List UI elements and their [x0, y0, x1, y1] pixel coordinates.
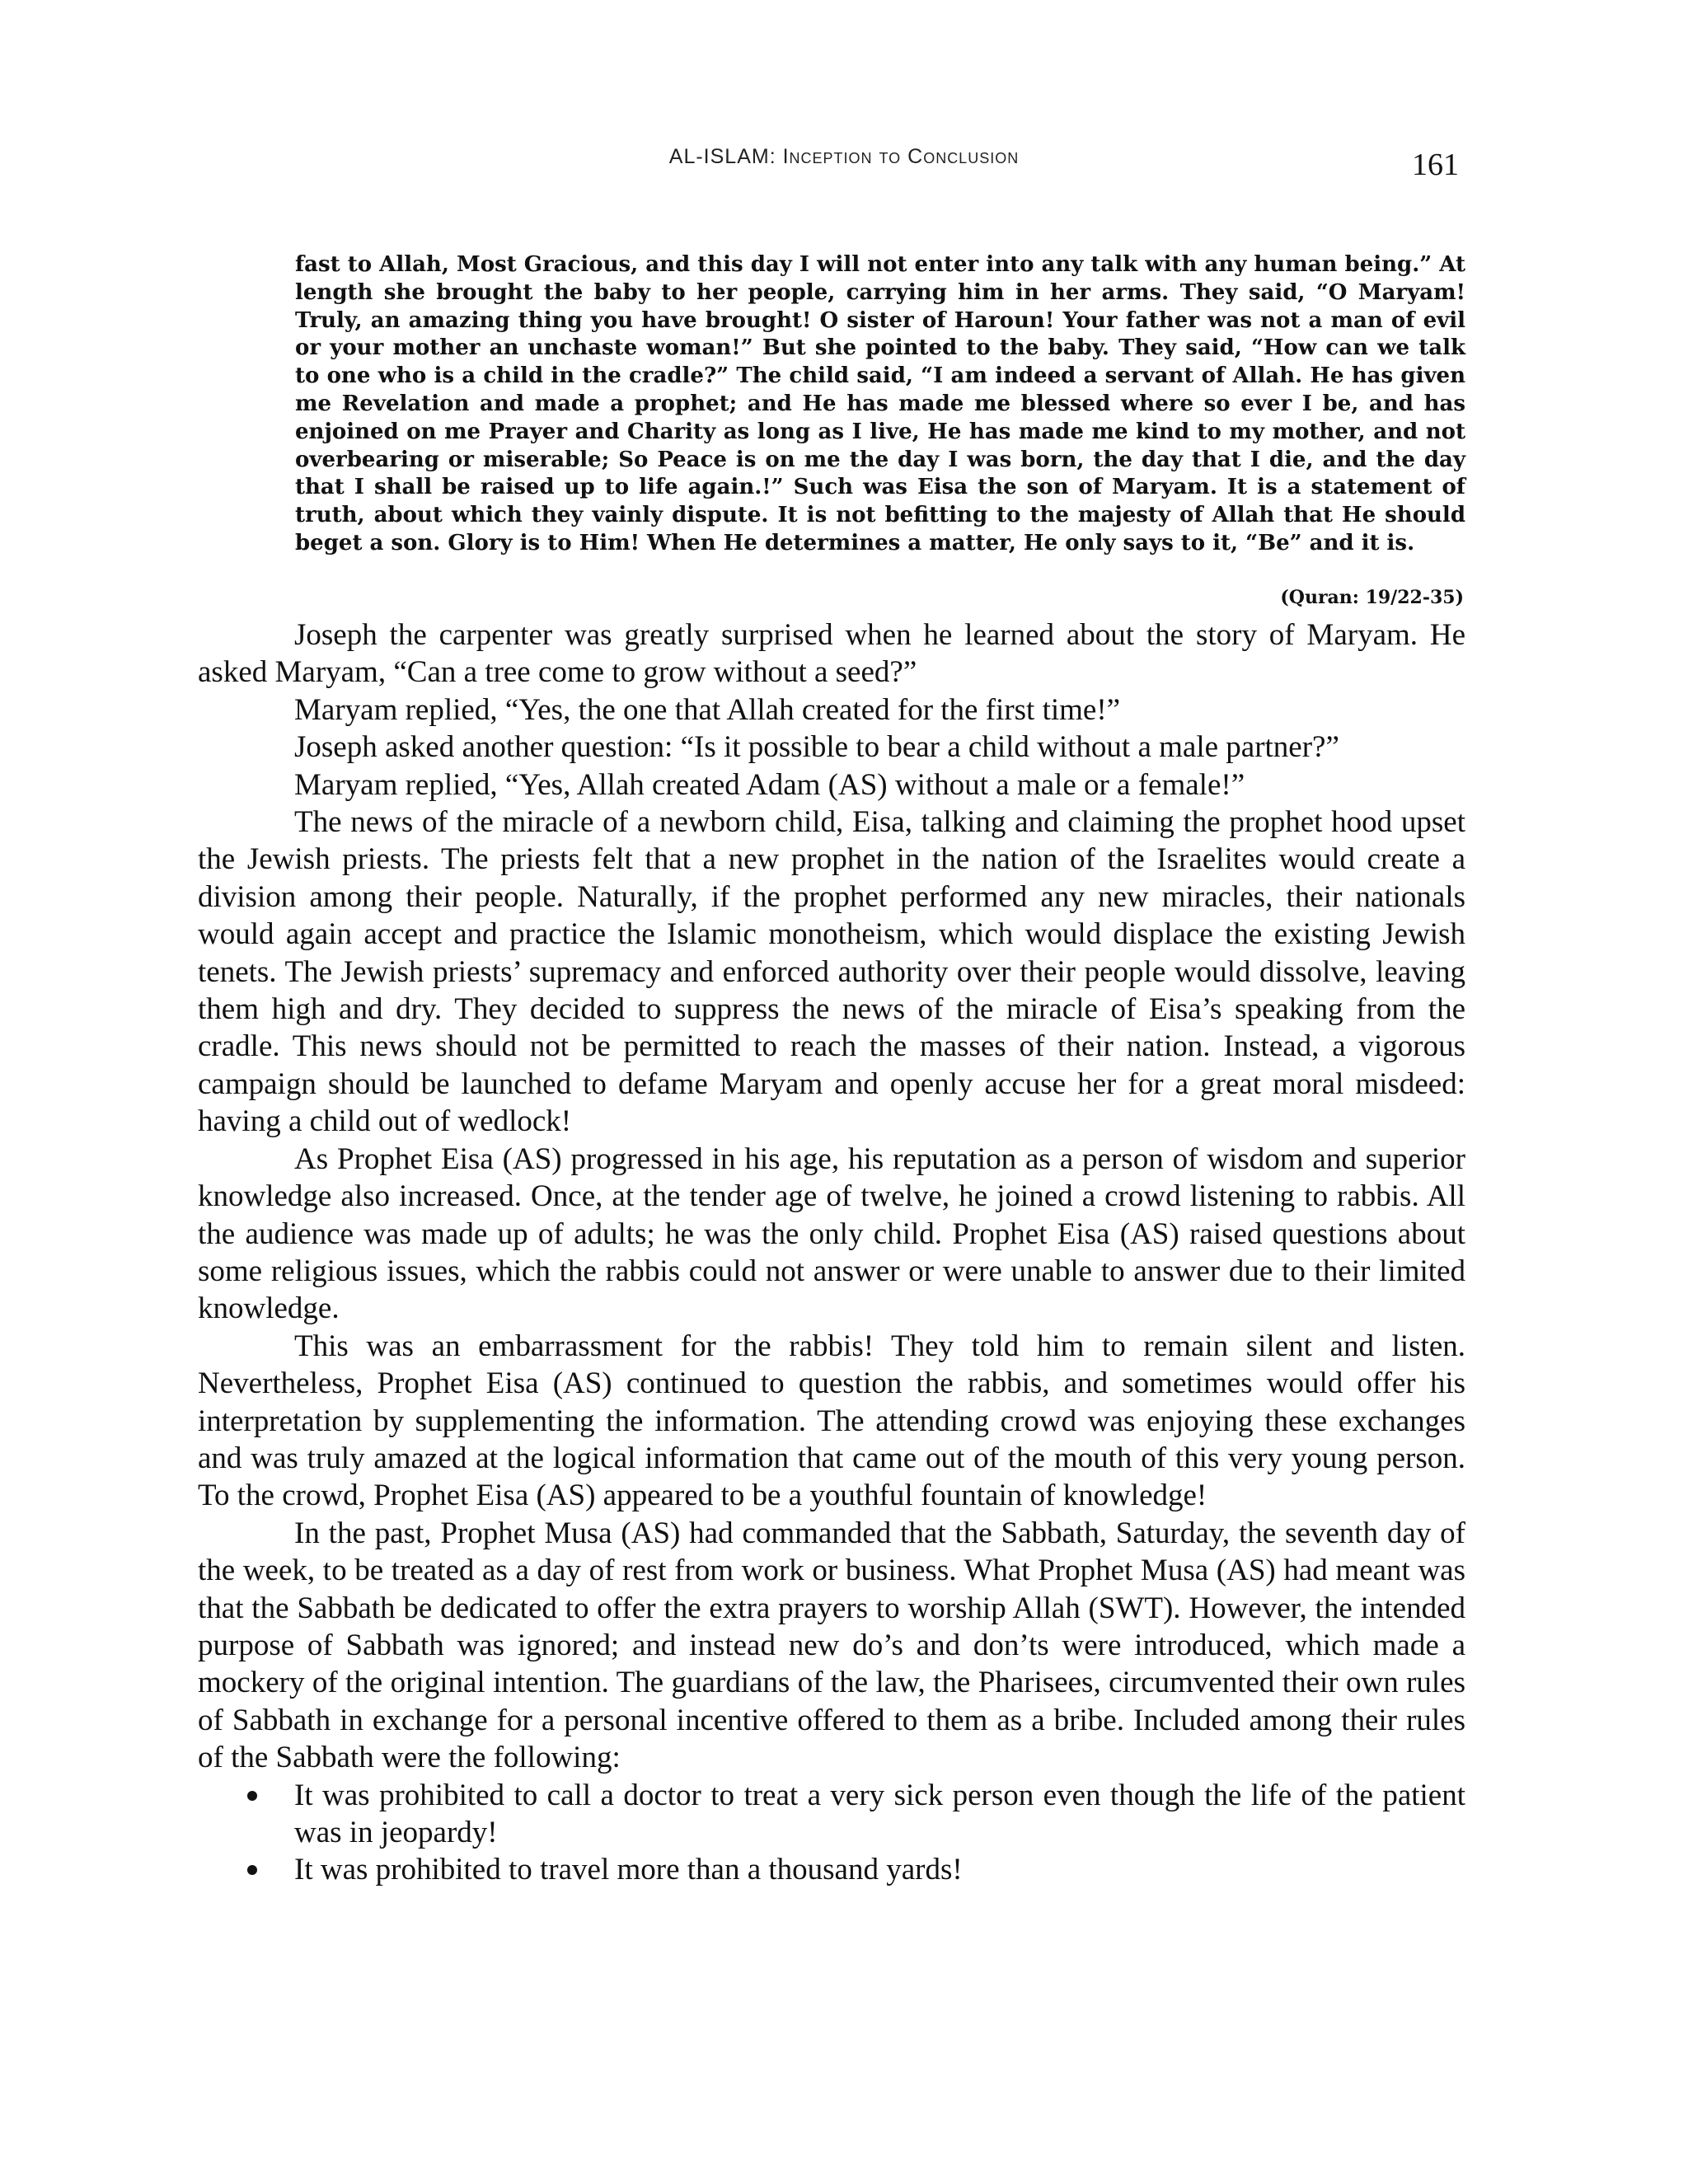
body-paragraph: Maryam replied, “Yes, the one that Allah created for the first time!” — [294, 692, 1121, 727]
body-paragraph: As Prophet Eisa (AS) progressed in his age, his reputation as a person of wisdom and superior knowledge also increased. Once, at the tender age of twelve, he joined a crowd listening to rabbis. All the audience was made up of adults; he was the only child. Prophet Eisa (AS) raised questions about some religious issues, which the rabbis could not answer or were unable to answer due to their limited knowledge. — [198, 1141, 1465, 1326]
header-title-c: C — [907, 145, 924, 168]
header-title-end: onclusion — [923, 145, 1020, 168]
body-paragraph: The news of the miracle of a newborn child, Eisa, talking and claiming the prophet hood upset the Jewish priests. The priests felt that a new prophet in the nation of the Israelites would create a division among their people. Naturally, if the prophet performed any new miracles, their nationals would again accept and practice the Islamic monotheism, which would displace the existing Jewish tenets. The Jewish priests’ supremacy and enforced authority over their people would dissolve, leaving them high and dry. They decided to suppress the news of the miracle of Eisa’s speaking from the cradle. This news should not be permitted to reach the masses of their nation. Instead, a vigorous campaign should be launched to defame Maryam and openly accuse her for a great moral misdeed: having a child out of wedlock! — [198, 805, 1465, 1139]
body-text — [198, 616, 1465, 1889]
quote-text: fast to Allah, Most Gracious, and this day I will not enter into any talk with any human being.” At length she brought the baby to her people, carrying him in her arms. They said, “O Maryam! Truly, an amazing thing you have brought! O sister of Haroun! Your father was not a man of evil or your mother an unchaste woman!” But she pointed to the baby. They said, “How can we talk to one who is a child in the cradle?” The child said, “I am indeed a servant of Allah. He has given me Revelation and made a prophet; and He has made me blessed where so ever I be, and has enjoined on me Prayer and Charity as long as I live, He has made me kind to my mother, and not overbearing or miserable; So Peace is on me the day I was born, the day that I die, and the day that I shall be raised up to life again.!” Such was Eisa the son of Maryam. It is a statement of truth, about which they vainly dispute. It is not befitting to the majesty of Allah that He should beget a son. Glory is to Him! When He determines a matter, He only says to it, “Be” and it is. — [295, 252, 1465, 555]
quote-citation: (Quran: 19/22-35) — [1280, 587, 1464, 608]
body-paragraph: This was an embarrassment for the rabbis! They told him to remain silent and listen. Nevertheless, Prophet Eisa (AS) continued to question the rabbis, and sometimes would offer his interpretation by supplementing the information. The attending crowd was enjoying these exchanges and was truly amazed at the logical information that came out of the mouth of this very young person. To the crowd, Prophet Eisa (AS) appeared to be a youthful fountain of knowledge! — [198, 1329, 1465, 1513]
body-paragraph: Maryam replied, “Yes, Allah created Adam (AS) without a male or a female!” — [294, 767, 1245, 802]
list-item-text: It was prohibited to call a doctor to treat a very sick person even though the life of the patient was in jeopardy! — [294, 1778, 1465, 1849]
body-paragraph: Joseph asked another question: “Is it possible to bear a child without a male partner?” — [294, 730, 1339, 765]
quran-quote-block — [295, 251, 1465, 558]
bullet-icon — [247, 1865, 257, 1875]
bullet-icon — [247, 1791, 257, 1801]
list-item — [198, 1851, 1465, 1888]
list-item-text: It was prohibited to travel more than a thousand yards! — [294, 1853, 963, 1887]
body-paragraph: Joseph the carpenter was greatly surprised when he learned about the story of Maryam. He asked Maryam, “Can a tree come to grow without a seed?” — [198, 618, 1465, 690]
body-paragraph: In the past, Prophet Musa (AS) had commanded that the Sabbath, Saturday, the seventh day of the week, to be treated as a day of rest from work or business. What Prophet Musa (AS) had meant was that the Sabbath be dedicated to offer the extra prayers to worship Allah (SWT). However, the intended purpose of Sabbath was ignored; and instead new do’s and don’ts were introduced, which made a mockery of the original intention. The guardians of the law, the Pharisees, circumvented their own rules of Sabbath in exchange for a personal incentive offered to them as a bribe. Included among their rules of the Sabbath were the following: — [198, 1516, 1465, 1775]
sabbath-rules-list — [198, 1777, 1465, 1889]
page-number: 161 — [1412, 148, 1459, 182]
header-title-rest: nception to — [789, 145, 908, 168]
header-title-main: AL-ISLAM: I — [668, 145, 790, 168]
list-item — [198, 1777, 1465, 1852]
